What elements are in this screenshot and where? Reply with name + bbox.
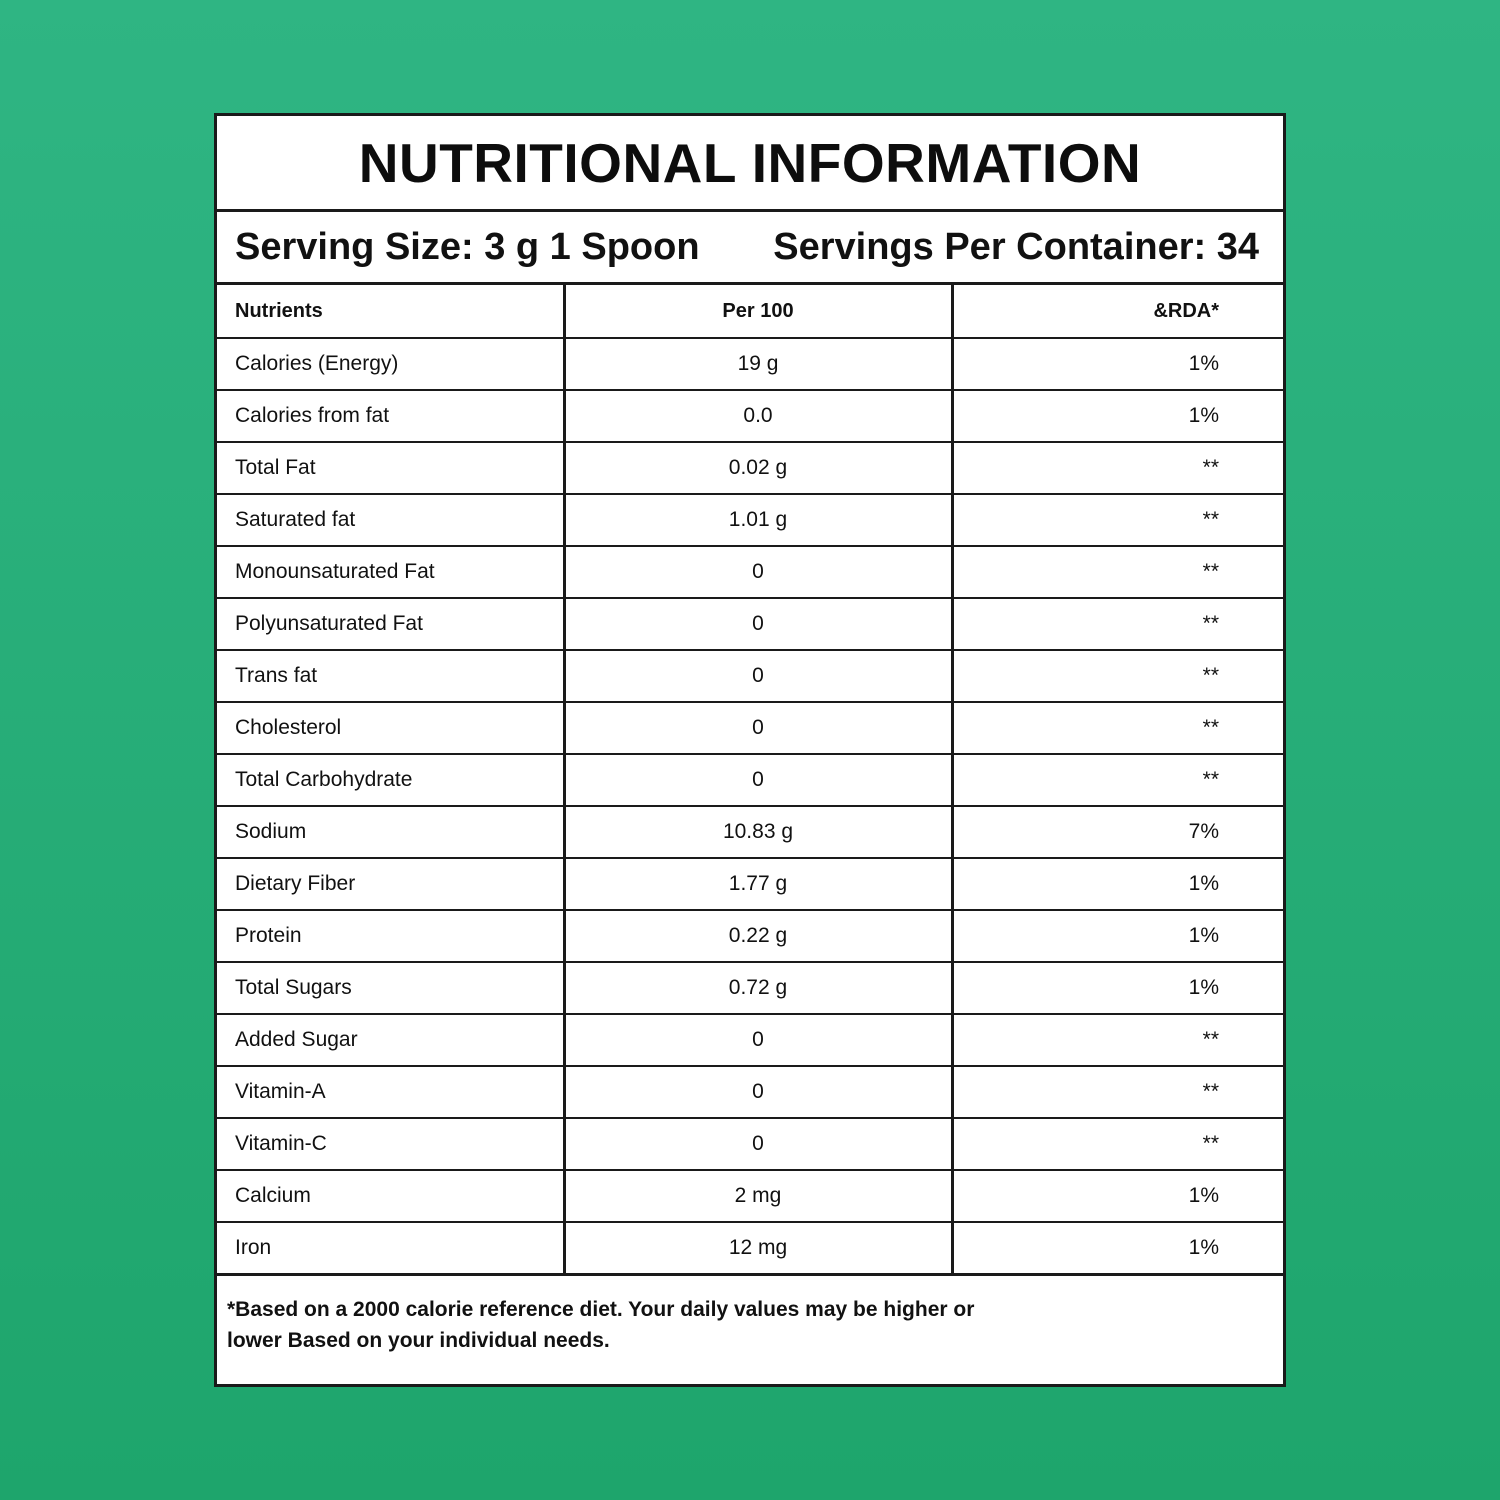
table-row	[217, 858, 1283, 910]
nutrient-name: Added Sugar	[217, 1014, 564, 1066]
nutrient-rda: **	[952, 650, 1283, 702]
nutrient-table	[217, 285, 1283, 1276]
nutrient-rda: 7%	[952, 806, 1283, 858]
nutrient-rda: 1%	[952, 962, 1283, 1014]
nutrient-name: Trans fat	[217, 650, 564, 702]
table-row	[217, 442, 1283, 494]
nutrient-per-100: 1.77 g	[564, 858, 952, 910]
nutrient-rda: 1%	[952, 910, 1283, 962]
nutrient-rda: **	[952, 494, 1283, 546]
nutrient-rda: **	[952, 1014, 1283, 1066]
nutrient-name: Dietary Fiber	[217, 858, 564, 910]
nutrient-rda: **	[952, 754, 1283, 806]
nutrient-per-100: 0	[564, 1118, 952, 1170]
nutrient-name: Iron	[217, 1222, 564, 1274]
nutrient-name: Protein	[217, 910, 564, 962]
nutrient-per-100: 0	[564, 650, 952, 702]
nutrient-per-100: 1.01 g	[564, 494, 952, 546]
nutrient-rda: 1%	[952, 390, 1283, 442]
nutrient-per-100: 0.02 g	[564, 442, 952, 494]
nutrient-per-100: 0.22 g	[564, 910, 952, 962]
nutrient-per-100: 19 g	[564, 338, 952, 390]
header-rda: &RDA*	[952, 285, 1283, 338]
table-row	[217, 1170, 1283, 1222]
nutrient-per-100: 0	[564, 1066, 952, 1118]
nutrient-name: Calories (Energy)	[217, 338, 564, 390]
nutrient-per-100: 0	[564, 702, 952, 754]
table-row	[217, 494, 1283, 546]
table-header-row	[217, 285, 1283, 338]
header-nutrients: Nutrients	[217, 285, 564, 338]
table-row	[217, 962, 1283, 1014]
nutrient-name: Cholesterol	[217, 702, 564, 754]
nutrient-per-100: 10.83 g	[564, 806, 952, 858]
servings-per-container: Servings Per Container: 34	[773, 225, 1259, 268]
table-row	[217, 338, 1283, 390]
table-row	[217, 910, 1283, 962]
table-row	[217, 390, 1283, 442]
nutrition-label	[214, 113, 1286, 1387]
table-row	[217, 546, 1283, 598]
nutrient-name: Calcium	[217, 1170, 564, 1222]
table-row	[217, 702, 1283, 754]
nutrient-rda: **	[952, 546, 1283, 598]
title-row	[217, 116, 1283, 212]
nutrient-name: Polyunsaturated Fat	[217, 598, 564, 650]
nutrient-name: Saturated fat	[217, 494, 564, 546]
nutrient-rda: 1%	[952, 858, 1283, 910]
table-row	[217, 754, 1283, 806]
nutrient-rda: **	[952, 442, 1283, 494]
serving-size: Serving Size: 3 g 1 Spoon	[235, 225, 700, 268]
nutrient-per-100: 0	[564, 598, 952, 650]
nutrient-per-100: 12 mg	[564, 1222, 952, 1274]
table-row	[217, 1066, 1283, 1118]
nutrient-name: Total Fat	[217, 442, 564, 494]
nutrient-per-100: 0	[564, 546, 952, 598]
nutrient-rda: **	[952, 1066, 1283, 1118]
table-row	[217, 650, 1283, 702]
nutrient-rda: 1%	[952, 1170, 1283, 1222]
nutrient-name: Monounsaturated Fat	[217, 546, 564, 598]
table-row	[217, 598, 1283, 650]
nutrient-rda: 1%	[952, 1222, 1283, 1274]
nutrient-name: Total Sugars	[217, 962, 564, 1014]
nutrient-name: Total Carbohydrate	[217, 754, 564, 806]
nutrient-per-100: 2 mg	[564, 1170, 952, 1222]
table-row	[217, 1118, 1283, 1170]
nutrient-rda: **	[952, 598, 1283, 650]
nutrient-per-100: 0	[564, 1014, 952, 1066]
serving-row	[217, 212, 1283, 285]
nutrient-name: Calories from fat	[217, 390, 564, 442]
nutrient-name: Vitamin-C	[217, 1118, 564, 1170]
nutrient-rda: **	[952, 702, 1283, 754]
footnote: *Based on a 2000 calorie reference diet. Your daily values may be higher or lower Based on your individual needs.	[227, 1297, 975, 1352]
nutrient-name: Vitamin-A	[217, 1066, 564, 1118]
nutrient-per-100: 0.72 g	[564, 962, 952, 1014]
table-row	[217, 1014, 1283, 1066]
nutrient-per-100: 0	[564, 754, 952, 806]
nutrient-per-100: 0.0	[564, 390, 952, 442]
nutrient-rows	[217, 338, 1283, 1274]
header-per-100: Per 100	[564, 285, 952, 338]
table-row	[217, 806, 1283, 858]
table-row	[217, 1222, 1283, 1274]
nutrient-rda: 1%	[952, 338, 1283, 390]
nutrient-rda: **	[952, 1118, 1283, 1170]
nutrient-name: Sodium	[217, 806, 564, 858]
page-title: NUTRITIONAL INFORMATION	[358, 131, 1142, 194]
